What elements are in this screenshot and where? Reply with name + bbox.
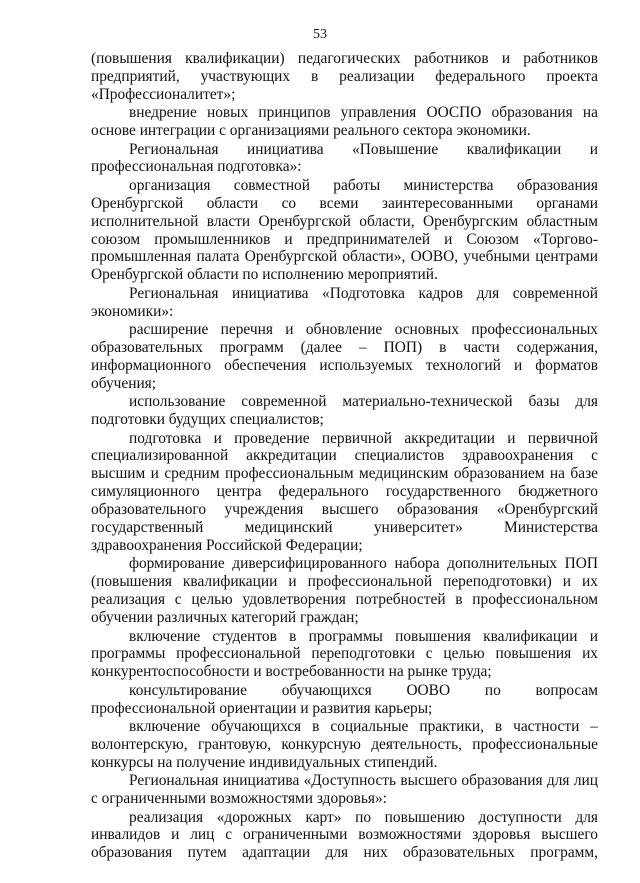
paragraph: использование современной материально-технической базы для подготовки будущих специалистов;	[91, 393, 598, 429]
paragraph: организация совместной работы министерства образования Оренбургской области со всеми заинтересованными органами исполнительной власти Оренбургской области, Оренбургским областным союзом промышленников и предпринимателей и Союзом «Торгово-промышленная палата Оренбургской области», ООВО, учебными центрами Оренбургской области по исполнению мероприятий.	[91, 176, 598, 284]
paragraph: Региональная инициатива «Подготовка кадров для современной экономики»:	[91, 284, 598, 320]
paragraph: консультирование обучающихся ООВО по вопросам профессиональной ориентации и развития карьеры;	[91, 681, 598, 717]
paragraph: внедрение новых принципов управления ООСПО образования на основе интеграции с организациями реального сектора экономики.	[91, 104, 598, 140]
paragraph: Региональная инициатива «Повышение квалификации и профессиональная подготовка»:	[91, 140, 598, 176]
paragraph: (повышения квалификации) педагогических работников и работников предприятий, участвующих в реализации федерального проекта «Профессионалитет»;	[91, 50, 598, 103]
document-body	[91, 50, 598, 863]
paragraph: формирование диверсифицированного набора дополнительных ПОП (повышения квалификации и профессиональной переподготовки) и их реализация с целью удовлетворения потребностей в профессиональном обучении различных категорий граждан;	[91, 555, 598, 627]
paragraph: включение обучающихся в социальные практики, в частности – волонтерскую, грантовую, конкурсную деятельность, профессиональные конкурсы на получение индивидуальных стипендий.	[91, 718, 598, 771]
paragraph: расширение перечня и обновление основных профессиональных образовательных программ (далее – ПОП) в части содержания, информационного обеспечения используемых технологий и форматов обучения;	[91, 321, 598, 392]
paragraph: реализация «дорожных карт» по повышению доступности для инвалидов и лиц с ограниченными возможностями здоровья высшего образования путем адаптации для них образовательных программ,	[91, 808, 598, 862]
paragraph: подготовка и проведение первичной аккредитации и первичной специализированной аккредитации специалистов здравоохранения с высшим и средним профессиональным медицинским образованием на базе симуляционного центра федерального государственного бюджетного образовательного учреждения высшего образования «Оренбургский государственный медицинский университет» Министерства здравоохранения Российской Федерации;	[91, 429, 598, 554]
paragraph: Региональная инициатива «Доступность высшего образования для лиц с ограниченными возможностями здоровья»:	[91, 772, 598, 808]
page-number: 53	[313, 27, 327, 42]
paragraph: включение студентов в программы повышения квалификации и программы профессиональной переподготовки с целью повышения их конкурентоспособности и востребованности на рынке труда;	[91, 627, 598, 681]
